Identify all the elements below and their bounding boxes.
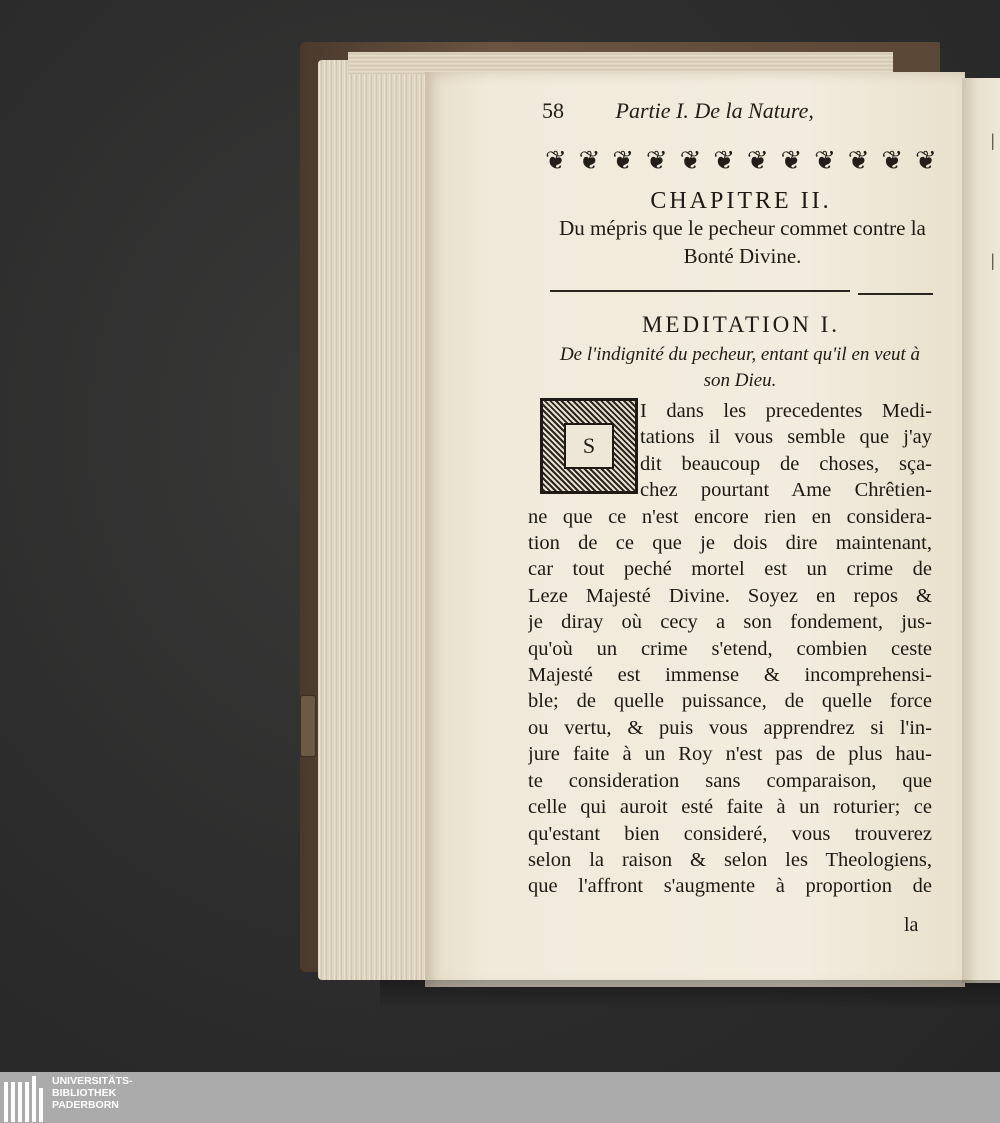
text-line: ne que ce n'est encore rien en considera- (528, 505, 932, 528)
chapter-subtitle: Du mépris que le pecheur commet contre la Bonté Divine. (559, 216, 926, 268)
meditation-heading: MEDITATION I. (641, 312, 841, 337)
running-title: Partie I. De la Nature, (615, 98, 814, 123)
chapter-heading: CHAPITRE II. (650, 188, 832, 214)
top-page-edges (348, 52, 893, 74)
book-shadow (380, 980, 1000, 1010)
library-name-line: UNIVERSITÄTS- (52, 1075, 133, 1087)
text-line: ou vertu, & puis vous apprendrez si l'in- (528, 716, 932, 739)
text-line: celle qui auroit esté faite à un roturier; ce (528, 796, 932, 819)
running-head (542, 98, 942, 124)
text-line: tations il vous semble que j'ay (640, 426, 932, 449)
meditation-subtitle: De l'indignité du pecheur, entant qu'il en veut à son Dieu. (559, 344, 921, 391)
text-line: je diray où cecy a son fondement, jus- (528, 611, 932, 634)
fleuron-icon: ❦ (847, 146, 870, 175)
catchword: la (904, 914, 919, 936)
ornament-band (545, 146, 937, 176)
divider-rule-short (858, 293, 933, 295)
fleuron-icon: ❦ (578, 146, 601, 175)
fleuron-icon: ❦ (612, 146, 635, 175)
text-line: ble; de quelle puissance, de quelle force (528, 690, 932, 713)
drop-cap-letter: S (564, 423, 614, 469)
footer-bar (0, 1072, 1000, 1123)
library-name-line: PADERBORN (52, 1099, 119, 1111)
text-line: tion de ce que je dois dire maintenant, (528, 532, 932, 555)
fleuron-icon: ❦ (915, 146, 937, 175)
fleuron-icon: ❦ (814, 146, 836, 175)
fleuron-icon: ❦ (679, 146, 702, 175)
fleuron-icon: ❦ (746, 146, 769, 175)
library-logo-icon (4, 1076, 43, 1122)
text-line: Majesté est immense & incomprehensi- (528, 664, 932, 687)
fleuron-icon: ❦ (780, 146, 803, 175)
library-name-line: BIBLIOTHEK (52, 1087, 117, 1099)
fleuron-icon: ❦ (645, 146, 668, 175)
text-line: chez pourtant Ame Chrêtien- (640, 479, 932, 502)
text-line: Leze Majesté Divine. Soyez en repos & (528, 584, 932, 607)
text-line: I dans les precedentes Medi- (640, 400, 932, 422)
text-line: dit beaucoup de choses, sça- (640, 452, 932, 475)
text-line: car tout peché mortel est un crime de (528, 558, 932, 581)
text-line: jure faite à un Roy n'est pas de plus hau- (528, 743, 932, 766)
text-line: qu'où un crime s'etend, combien ceste (528, 637, 932, 660)
text-line: qu'estant bien consideré, vous trouverez (528, 822, 932, 845)
drop-cap-ornament (540, 398, 638, 494)
clasp-bottom (300, 695, 316, 757)
divider-rule (550, 290, 850, 292)
fleuron-icon: ❦ (881, 146, 904, 175)
text-line: que l'affront s'augmente à proportion de (528, 875, 932, 898)
text-line: te consideration sans comparaison, que (528, 769, 932, 792)
text-line: selon la raison & selon les Theologiens, (528, 848, 932, 871)
fleuron-icon: ❦ (545, 146, 567, 175)
library-name (52, 1075, 133, 1111)
facing-page-marks: | | (991, 130, 995, 270)
page-number: 58 (542, 98, 564, 123)
fleuron-icon: ❦ (713, 146, 735, 175)
page-edges (318, 60, 428, 980)
